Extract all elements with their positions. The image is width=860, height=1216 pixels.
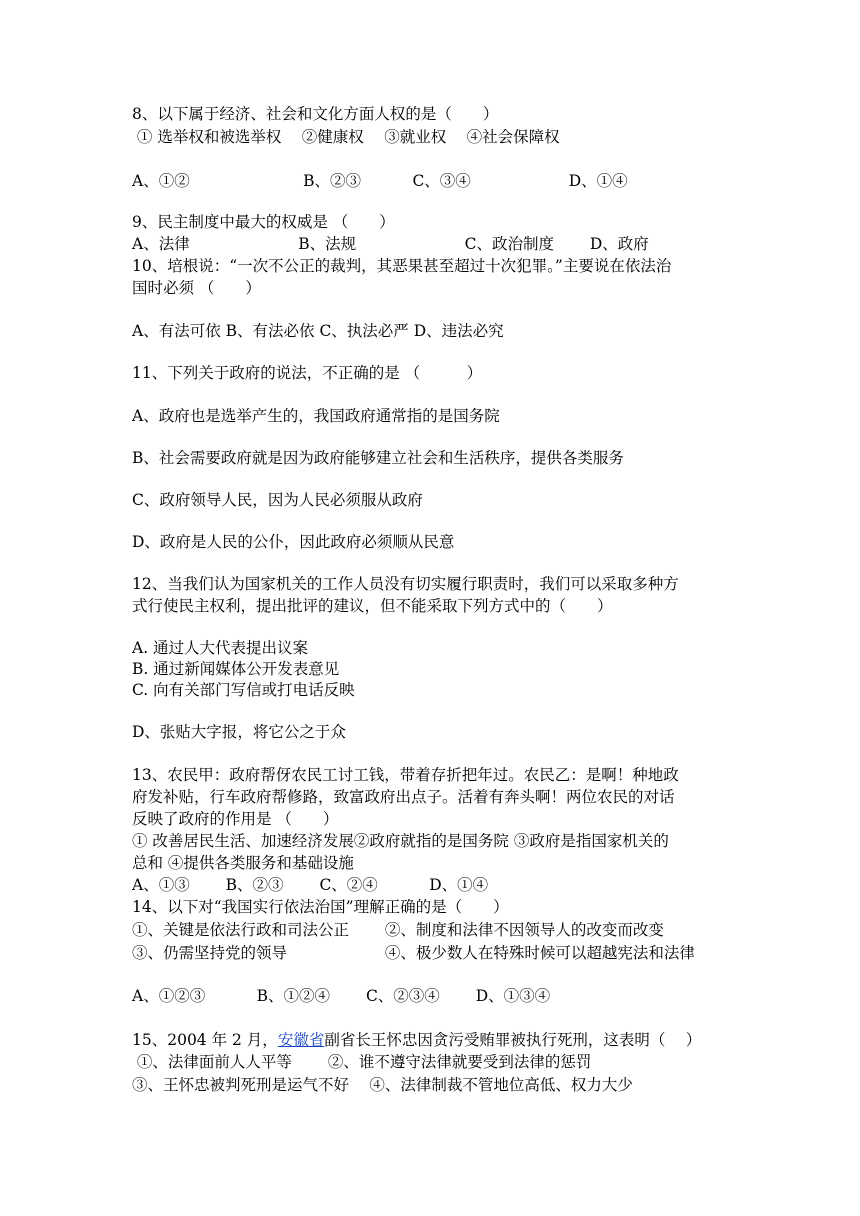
q12-option-c: C. 向有关部门写信或打电话反映 (132, 681, 355, 699)
q13-stem-line2: 府发补贴，行车政府帮修路，致富政府出点子。活着有奔头啊！两位农民的对话 (132, 788, 675, 806)
q12-option-a: A. 通过人大代表提出议案 (132, 639, 309, 657)
q8-items: ① 选举权和被选举权 ②健康权 ③就业权 ④社会保障权 (132, 128, 560, 146)
q13-stem-line1: 13、农民甲：政府帮伢农民工讨工钱，带着存折把年过。农民乙：是啊！种地政 (132, 766, 679, 784)
q9-stem: 9、民主制度中最大的权威是 （ ） (132, 213, 395, 231)
q11-stem: 11、下列关于政府的说法，不正确的是 （ ） (132, 364, 483, 382)
q15-stem (132, 1029, 701, 1051)
q14-items-line1: ①、关键是依法行政和司法公正 ②、制度和法律不因领导人的改变而改变 (132, 921, 664, 939)
anhui-province-link[interactable]: 安徽省 (277, 1031, 325, 1049)
q15-items-line2: ③、王怀忠被判死刑是运气不好 ④、法律制裁不管地位高低、权力大少 (132, 1076, 633, 1094)
q15-items-line1: ①、法律面前人人平等 ②、谁不遵守法律就要受到法律的惩罚 (132, 1053, 592, 1071)
q11-option-a: A、政府也是选举产生的，我国政府通常指的是国务院 (132, 407, 500, 425)
q13-options: A、①③ B、②③ C、②④ D、①④ (132, 876, 489, 894)
q14-options: A、①②③ B、①②④ C、②③④ D、①③④ (132, 987, 551, 1005)
q8-stem: 8、以下属于经济、社会和文化方面人权的是（ ） (132, 105, 499, 123)
q15-stem-end: 副省长王怀忠因贪污受贿罪被执行死刑，这表明（ ） (324, 1031, 702, 1049)
q9-options: A、法律 B、法规 C、政治制度 D、政府 (132, 235, 649, 253)
q10-options: A、有法可依 B、有法必依 C、执法必严 D、违法必究 (132, 322, 504, 340)
q13-items-line2: 总和 ④提供各类服务和基础设施 (132, 854, 354, 872)
q14-stem: 14、以下对“我国实行依法治国”理解正确的是（ ） (132, 898, 509, 916)
q11-option-b: B、社会需要政府就是因为政府能够建立社会和生活秩序，提供各类服务 (132, 449, 624, 467)
q15-stem-start: 15、2004 年 2 月， (132, 1031, 278, 1049)
q10-stem-line2: 国时必须 （ ） (132, 279, 261, 297)
q13-items-line1: ① 改善居民生活、加速经济发展②政府就指的是国务院 ③政府是指国家机关的 (132, 832, 669, 850)
q12-stem-line2: 式行使民主权利，提出批评的建议，但不能采取下列方式中的（ ） (132, 597, 613, 615)
q12-option-d: D、张贴大字报，将它公之于众 (132, 723, 346, 741)
q8-options: A、①② B、②③ C、③④ D、①④ (132, 172, 628, 190)
q14-items-line2: ③、仍需坚持党的领导 ④、极少数人在特殊时候可以超越宪法和法律 (132, 944, 695, 962)
q11-option-d: D、政府是人民的公仆，因此政府必须顺从民意 (132, 533, 455, 551)
q10-stem-line1: 10、培根说：“一次不公正的裁判，其恶果甚至超过十次犯罪。”主要说在依法治 (132, 257, 672, 275)
q12-stem-line1: 12、当我们认为国家机关的工作人员没有切实履行职责时，我们可以采取多种方 (132, 575, 679, 593)
q11-option-c: C、政府领导人民，因为人民必须服从政府 (132, 491, 423, 509)
q13-stem-line3: 反映了政府的作用是 （ ） (132, 810, 339, 828)
q12-option-b: B. 通过新闻媒体公开发表意见 (132, 660, 340, 678)
